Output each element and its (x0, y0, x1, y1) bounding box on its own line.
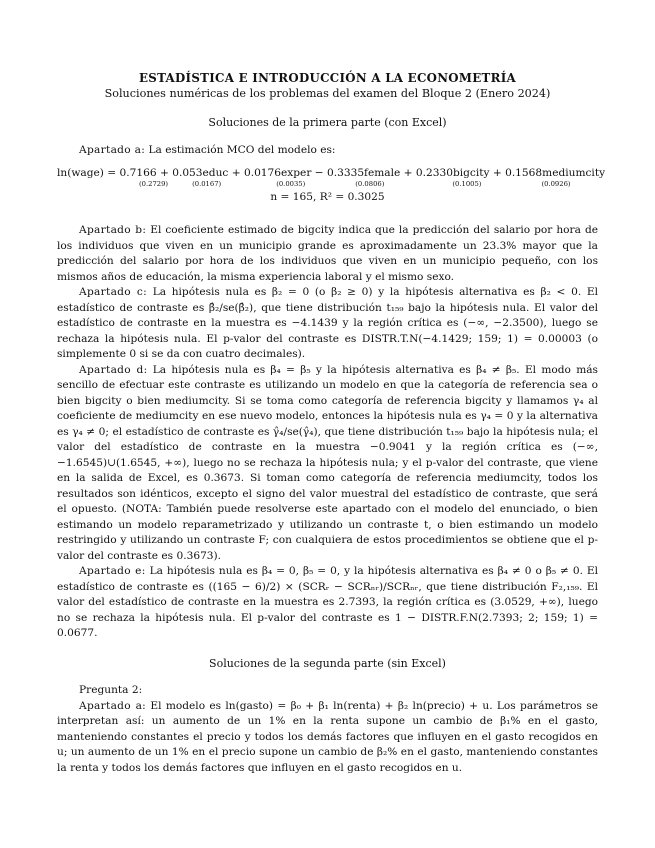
part1-b-text: El coeficiente estimado de bigcity indica que la predicción del salario por hora de los individuos que viven en un municipio grande es aproximadamente un 23.3% mayor que la predicción del salario por hora de los individuos que viven en un municipio pequeño, con los mismos años de educación, la misma experiencia laboral y el mismo sexo. (57, 224, 598, 283)
se-mediumcity: (0.0926) (541, 179, 571, 188)
se-educ: (0.0167) (192, 179, 222, 188)
part1-heading: Soluciones de la primera parte (con Excel) (208, 116, 447, 129)
part2-a-text: El modelo es ln(gasto) = β₀ + β₁ ln(renta) + β₂ ln(precio) + u. Los parámetros se interpretan así: un aumento de un 1% en la renta supone un cambio de β₁% en el gasto, manteniendo constantes el precio y todos los demás factores que influyen en el gasto recogidos en u; un aumento de un 1% en el precio supone un cambio de β₂% en el gasto, manteniendo constantes la renta y todos los demás factores que influyen en el gasto recogidos en u. (57, 699, 598, 774)
part1-e-paragraph (57, 564, 598, 642)
se-bigcity: (0.1005) (452, 179, 482, 188)
part2-a-label: Apartado a: (79, 699, 147, 712)
part1-a-label: Apartado a: (79, 143, 146, 156)
se-exper: (0.0035) (276, 179, 306, 188)
part1-e-label: Apartado e: (79, 565, 146, 577)
se-intercept: (0.2729) (139, 179, 169, 188)
document-subtitle: Soluciones numéricas de los problemas del examen del Bloque 2 (Enero 2024) (104, 87, 551, 100)
part1-b-label: Apartado b: (79, 224, 147, 236)
equation-lhs: ln(wage) = (57, 167, 120, 179)
part2-heading: Soluciones de la segunda parte (sin Excel) (209, 656, 446, 670)
question-2-heading: Pregunta 2: (79, 684, 143, 696)
se-female: (0.0806) (355, 179, 385, 188)
part1-c-paragraph (57, 285, 598, 363)
equation-stats: n = 165, R² = 0.3025 (270, 190, 385, 203)
standard-errors-row (57, 180, 598, 188)
part1-a-paragraph (57, 143, 598, 159)
part1-b-paragraph (57, 223, 598, 285)
equation-rhs: 0.7166 + 0.053educ + 0.0176exper − 0.3335female + 0.2330bigcity + 0.1568mediumcity (119, 167, 606, 179)
part2-a-paragraph (57, 699, 598, 777)
part1-d-text: La hipótesis nula es β₄ = β₅ y la hipótesis alternativa es β₄ ≠ β₅. El modo más sencillo de efectuar este contraste es utilizando un modelo en que la categoría de referencia sea o bien bigcity o bien mediumcity. Si se toma como categoría de referencia bigcity y llamamos γ₄ al coeficiente de mediumcity en ese nuevo modelo, entonces la hipótesis nula es γ₄ = 0 y la alternativa es γ₄ ≠ 0; el estadístico de contraste es γ̂₄/se(γ̂₄), que tiene distribución t₁₅₉ bajo la hipótesis nula; el valor del estadístico de contraste en la muestra −0.9041 y la región crítica es (−∞, −1.6545)∪(1.6545, +∞), luego no se rechaza la hipótesis nula; y el p-valor del contraste, que viene en la salida de Excel, es 0.3673. Si toman como categoría de referencia mediumcity, todos los resultados son idénticos, excepto el signo del valor muestral del estadístico de contraste, que será el opuesto. (NOTA: También puede resolverse este apartado con el modelo del enunciado, o bien estimando un modelo reparametrizado y utilizando un contraste t, o bien estimando un modelo restringido y utilizando un contraste F; con cualquiera de estos procedimientos se obtiene que el p-valor del contraste es 0.3673). (57, 363, 598, 562)
part1-a-text: La estimación MCO del modelo es: (148, 143, 336, 156)
part1-e-text: La hipótesis nula es β₄ = 0, β₅ = 0, y la hipótesis alternativa es β₄ ≠ 0 o β₅ ≠ 0. El estadístico de contraste es ((165 − 6)/2) × (SCRᵣ − SCRₙᵣ)/SCRₙᵣ, que tiene distribución F₂,₁₅₉. El valor del estadístico de contraste en la muestra es 2.7393, la región crítica es (3.0529, +∞), luego no se rechaza la hipótesis nula. El p-valor del contraste es 1 − DISTR.F.N(2.7393; 2; 159; 1) = 0.0677. (57, 565, 598, 639)
part1-c-text: La hipótesis nula es β₂ = 0 (o β₂ ≥ 0) y la hipótesis alternativa es β₂ < 0. El estadístico de contraste es β̂₂/se(β̂₂), que tiene distribución t₁₅₉ bajo la hipótesis nula. El valor del estadístico de contraste en la muestra es −4.1439 y la región crítica es (−∞, −2.3500), luego se rechaza la hipótesis nula. El p-valor del contraste es DISTR.T.N(−4.1429; 159; 1) = 0.00003 (o simplemente 0 si se da con cuatro decimales). (57, 286, 598, 360)
regression-equation (57, 166, 606, 205)
part1-d-label: Apartado d: (79, 363, 148, 376)
part1-c-label: Apartado c: (79, 286, 148, 298)
part1-d-paragraph (57, 363, 598, 565)
document-title: ESTADÍSTICA E INTRODUCCIÓN A LA ECONOMETRÍA (139, 71, 516, 85)
